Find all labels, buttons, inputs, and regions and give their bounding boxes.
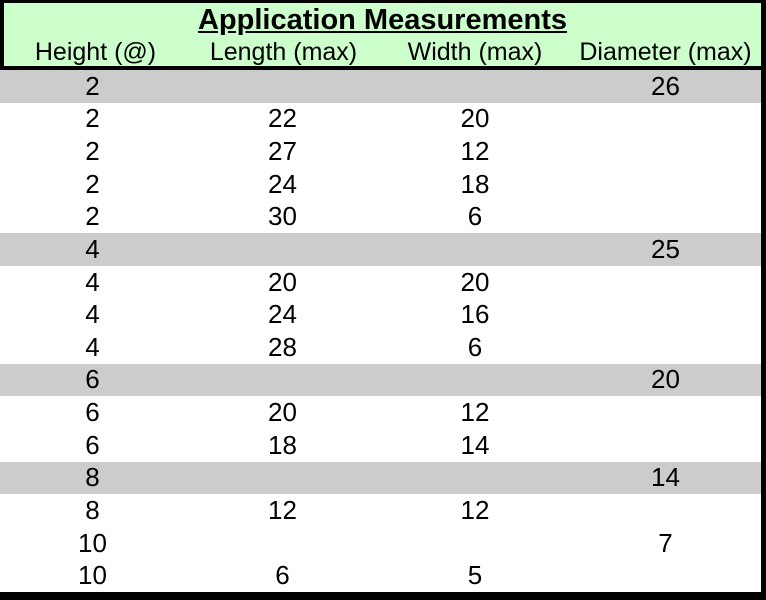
cell-length: 6 [275, 560, 290, 591]
cell-width: 14 [460, 429, 490, 460]
cell-length: 24 [268, 299, 297, 330]
cell-height: 4 [85, 331, 100, 362]
column-header-width: Width (max) [407, 38, 543, 66]
cell-height: 4 [85, 233, 100, 264]
cell-diameter: 14 [651, 462, 680, 493]
table-row [0, 494, 761, 527]
column-header-row [4, 38, 761, 66]
table-row [0, 233, 761, 266]
table-row [0, 103, 761, 136]
cell-width: 20 [460, 266, 490, 297]
column-header-length: Length (max) [209, 38, 358, 66]
cell-diameter: 20 [651, 364, 680, 395]
cell-height: 6 [85, 397, 100, 428]
cell-height: 2 [85, 168, 100, 199]
cell-height: 8 [85, 494, 100, 525]
table-row [0, 168, 761, 201]
cell-height: 2 [85, 70, 100, 101]
table-title-row [4, 3, 761, 38]
table-row [0, 429, 761, 462]
cell-width: 5 [467, 560, 483, 591]
cell-length: 28 [268, 331, 297, 362]
cell-width: 6 [467, 201, 483, 232]
cell-length: 27 [268, 136, 297, 167]
cell-diameter: 7 [658, 527, 673, 558]
cell-height: 4 [85, 266, 100, 297]
table-row [0, 462, 761, 495]
column-header-diameter: Diameter (max) [579, 38, 752, 66]
table-row [0, 396, 761, 429]
table-row [0, 559, 761, 592]
table-row [0, 298, 761, 331]
column-header-height: Height (@) [34, 38, 157, 66]
cell-width: 12 [460, 397, 490, 428]
table-body [0, 70, 761, 592]
cell-height: 10 [78, 527, 107, 558]
cell-height: 2 [85, 136, 100, 167]
table-row [0, 364, 761, 397]
cell-height: 6 [85, 364, 100, 395]
table-row [0, 266, 761, 299]
cell-height: 10 [78, 560, 107, 591]
table-row [0, 201, 761, 234]
cell-length: 22 [268, 103, 297, 134]
cell-width: 12 [460, 494, 490, 525]
cell-width: 18 [460, 168, 490, 199]
cell-width: 12 [460, 136, 490, 167]
cell-height: 2 [85, 201, 100, 232]
cell-diameter: 25 [651, 233, 680, 264]
cell-width: 6 [467, 331, 483, 362]
cell-length: 24 [268, 168, 297, 199]
cell-diameter: 26 [651, 70, 680, 101]
cell-height: 2 [85, 103, 100, 134]
cell-length: 12 [268, 494, 297, 525]
table-title: Application Measurements [197, 4, 568, 36]
table-row [0, 135, 761, 168]
cell-height: 6 [85, 429, 100, 460]
table-row [0, 331, 761, 364]
table-header [0, 3, 761, 70]
cell-height: 8 [85, 462, 100, 493]
cell-width: 16 [460, 299, 490, 330]
cell-length: 18 [268, 429, 297, 460]
table-row [0, 527, 761, 560]
cell-height: 4 [85, 299, 100, 330]
table-row [0, 70, 761, 103]
cell-length: 20 [268, 397, 297, 428]
cell-width: 20 [460, 103, 490, 134]
cell-length: 30 [268, 201, 297, 232]
cell-length: 20 [268, 266, 297, 297]
